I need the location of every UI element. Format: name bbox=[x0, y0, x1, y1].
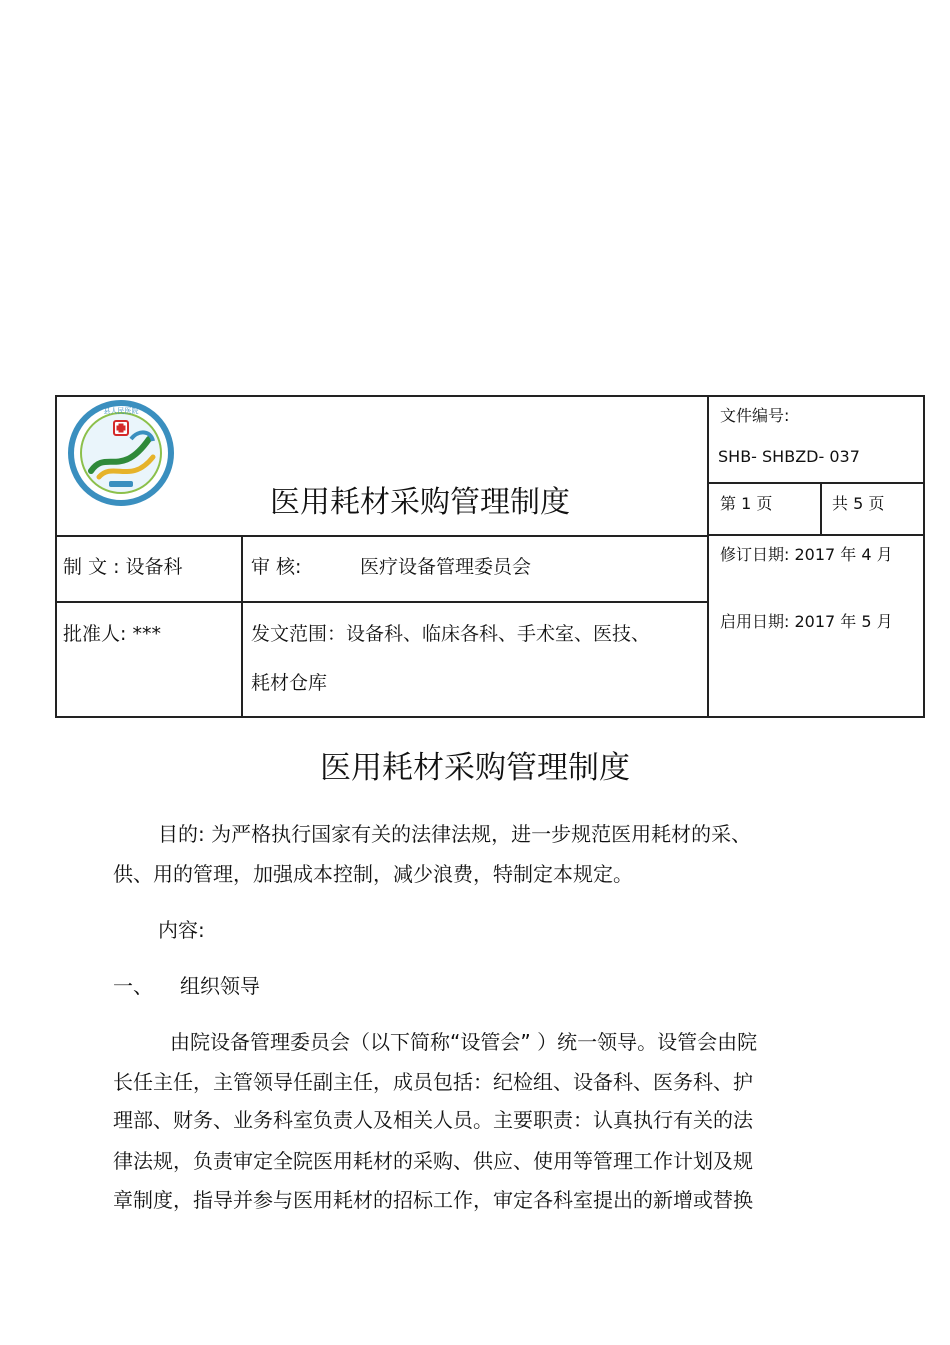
table-divider-title-row bbox=[55, 535, 709, 537]
table-divider-revised bbox=[707, 534, 925, 536]
logo-text: 县人民医院 bbox=[103, 407, 139, 415]
effective-date: 启用日期: 2017 年 5 月 bbox=[720, 612, 893, 631]
table-border-top bbox=[55, 395, 925, 397]
author-field: 制 文 : 设备科 bbox=[63, 556, 183, 578]
purpose-line-2: 供、用的管理，加强成本控制，减少浪费，特制定本规定。 bbox=[113, 862, 633, 886]
hospital-logo bbox=[61, 399, 181, 507]
paragraph-2-line-3: 理部、财务、业务科室负责人及相关人员。主要职责：认真执行有关的法 bbox=[113, 1108, 753, 1132]
paragraph-2-line-2: 长任主任，主管领导任副主任，成员包括：纪检组、设备科、医务科、护 bbox=[113, 1070, 753, 1094]
page-number: 第 1 页 bbox=[720, 494, 773, 513]
doc-number: SHB- SHBZD- 037 bbox=[718, 447, 860, 466]
paragraph-2-line-5: 章制度，指导并参与医用耗材的招标工作，审定各科室提出的新增或替换 bbox=[113, 1188, 753, 1212]
scope-line-2: 耗材仓库 bbox=[251, 672, 328, 694]
table-border-left bbox=[55, 395, 57, 718]
table-border-right bbox=[923, 395, 925, 718]
reviewer-value: 医疗设备管理委员会 bbox=[360, 556, 532, 578]
purpose-line-1: 目的: 为严格执行国家有关的法律法规，进一步规范医用耗材的采、 bbox=[158, 822, 752, 846]
revised-date: 修订日期: 2017 年 4 月 bbox=[720, 545, 893, 564]
section-1-number: 一、 bbox=[113, 974, 153, 998]
paragraph-2-line-4: 律法规，负责审定全院医用耗材的采购、供应、使用等管理工作计划及规 bbox=[113, 1149, 753, 1173]
approver-field: 批准人: *** bbox=[63, 623, 161, 645]
document-title: 医用耗材采购管理制度 bbox=[320, 750, 630, 786]
header-title: 医用耗材采购管理制度 bbox=[270, 485, 570, 520]
content-label: 内容: bbox=[158, 918, 205, 942]
table-border-bottom bbox=[55, 716, 925, 718]
table-divider-pages bbox=[820, 483, 822, 534]
table-divider-col1 bbox=[241, 535, 243, 718]
paragraph-2-line-1: 由院设备管理委员会（以下简称“设管会” ）统一领导。设管会由院 bbox=[170, 1030, 758, 1054]
reviewer-label: 审 核: bbox=[251, 556, 302, 578]
document-header-table bbox=[55, 395, 925, 718]
table-divider-docno bbox=[707, 482, 925, 484]
doc-number-label: 文件编号: bbox=[720, 406, 790, 425]
scope-line-1: 发文范围：设备科、临床各科、手术室、医技、 bbox=[251, 623, 651, 645]
table-divider-right-column bbox=[707, 395, 709, 718]
total-pages: 共 5 页 bbox=[832, 494, 885, 513]
table-divider-row2 bbox=[55, 601, 709, 603]
section-1-title: 组织领导 bbox=[180, 974, 260, 998]
